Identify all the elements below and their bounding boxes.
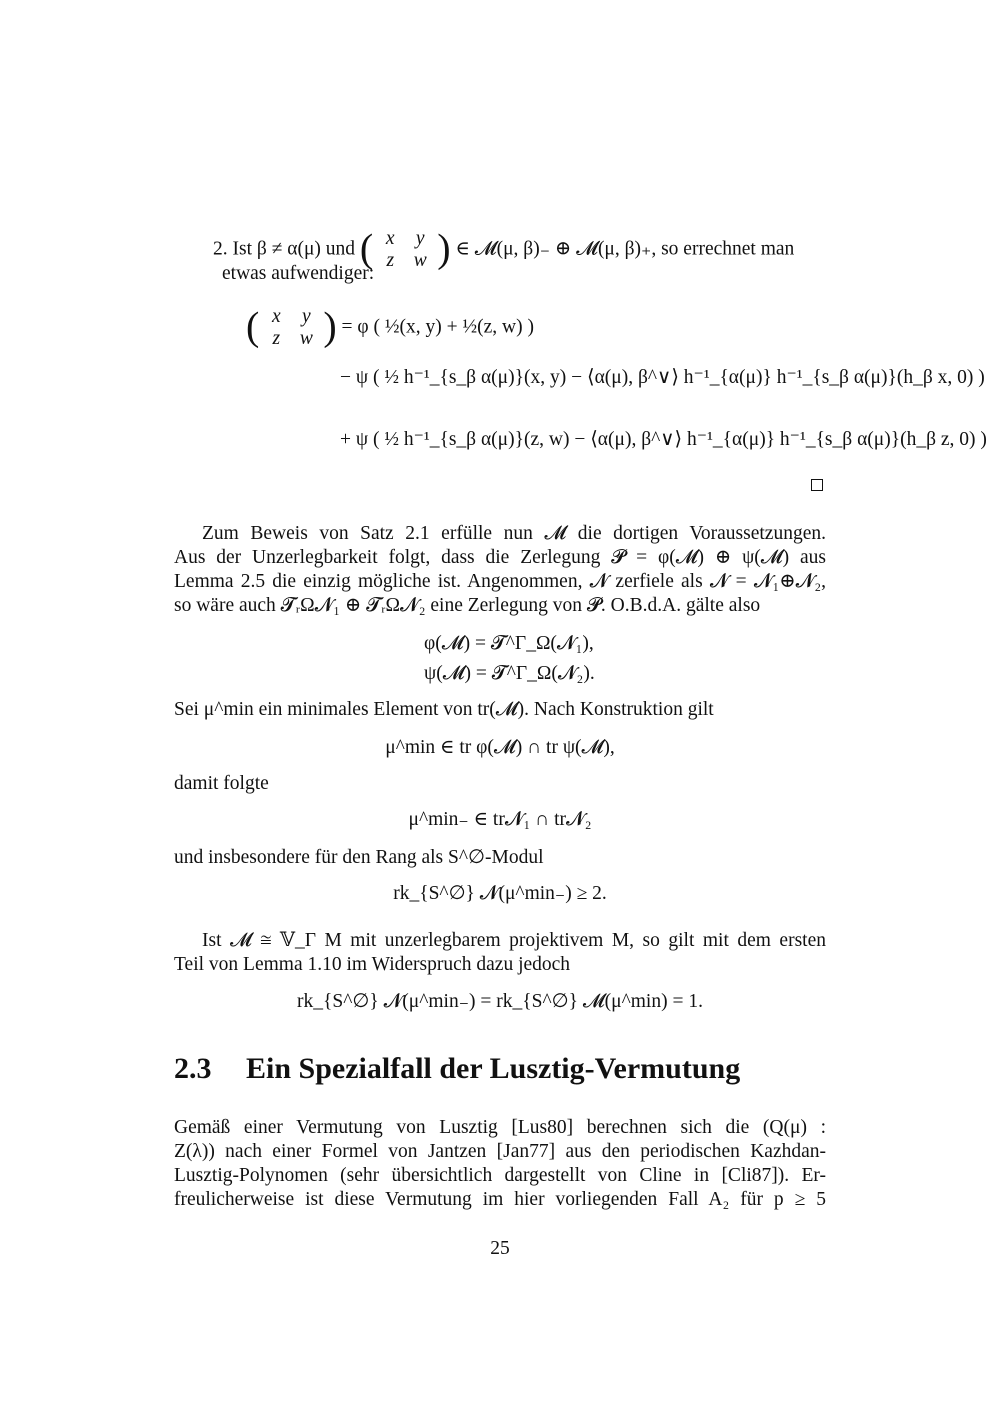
item2-number: 2.: [213, 238, 228, 260]
equation-rank-2: rk_{S^∅} 𝓝(μ^min₋) = rk_{S^∅} 𝓜(μ^min) = 1.: [297, 991, 703, 1012]
qed-square: [811, 479, 823, 491]
para3-line-1: Gemäß einer Vermutung von Lusztig [Lus80] berechnen sich die (Q(μ) :: [174, 1117, 826, 1138]
equation-1-rhs: = φ ( ½(x, y) + ½(z, w) ): [341, 316, 534, 338]
para1-line-1: Zum Beweis von Satz 2.1 erfülle nun 𝓜 die dortigen Voraussetzungen.: [202, 523, 826, 544]
equation-3: + ψ ( ½ h⁻¹_{s_β α(μ)}(z, w) − ⟨α(μ), β^∨⟩ h⁻¹_{α(μ)} h⁻¹_{s_β α(μ)}(h_β z, 0) ): [340, 429, 987, 450]
matrix-open-paren: (: [359, 225, 374, 271]
damit-line: damit folgte: [174, 773, 269, 794]
item2-intro-a: Ist β ≠ α(μ) und: [232, 238, 356, 260]
equation-1-matrix: x y z w: [272, 306, 313, 349]
equation-mu-minus: μ^min₋ ∈ tr𝓝₁ ∩ tr𝓝₂: [408, 809, 592, 830]
para1-line-3: Lemma 2.5 die einzig mögliche ist. Angenommen, 𝓝 zerfiele als 𝓝 = 𝓝₁⊕𝓝₂,: [174, 571, 826, 592]
para2-line-1: Ist 𝓜 ≅ 𝕍_Γ M mit unzerlegbarem projektivem M, so gilt mit dem ersten: [202, 930, 826, 951]
para3-line-2: Z(λ)) nach einer Formel von Jantzen [Jan77] aus den periodischen Kazhdan-: [174, 1141, 826, 1162]
equation-2: − ψ ( ½ h⁻¹_{s_β α(μ)}(x, y) − ⟨α(μ), β^∨⟩ h⁻¹_{α(μ)} h⁻¹_{s_β α(μ)}(h_β x, 0) ): [340, 367, 985, 388]
para2-line-2: Teil von Lemma 1.10 im Widerspruch dazu jedoch: [174, 954, 571, 975]
sei-line: Sei μ^min ein minimales Element von tr(𝓜). Nach Konstruktion gilt: [174, 699, 714, 720]
para1-line-2: Aus der Unzerlegbarkeit folgt, dass die Zerlegung 𝓟 = φ(𝓜) ⊕ ψ(𝓜) aus: [174, 547, 826, 568]
item2-second-line: etwas aufwendiger:: [222, 263, 375, 284]
rang-line: und insbesondere für den Rang als S^∅-Modul: [174, 847, 544, 868]
item2-intro-b: ∈ 𝓜(μ, β)₋ ⊕ 𝓜(μ, β)₊, so errechnet man: [455, 238, 795, 260]
equation-phi: φ(𝓜) = 𝓣^Γ_Ω(𝓝₁),: [424, 633, 594, 654]
page-number: 25: [490, 1238, 510, 1259]
para1-line-4: so wäre auch 𝓣ᵣΩ𝓝₁ ⊕ 𝓣ᵣΩ𝓝₂ eine Zerlegung von 𝓟. O.B.d.A. gälte also: [174, 595, 761, 616]
equation-mu: μ^min ∈ tr φ(𝓜) ∩ tr ψ(𝓜),: [385, 737, 615, 758]
matrix-close-paren: ): [437, 225, 451, 271]
equation-psi: ψ(𝓜) = 𝓣^Γ_Ω(𝓝₂).: [424, 663, 595, 684]
item2-matrix: x y z w: [385, 228, 427, 271]
para3-line-3: Lusztig-Polynomen (sehr übersichtlich dargestellt von Cline in [Cli87]). Er-: [174, 1165, 826, 1186]
section-number: 2.3: [174, 1052, 212, 1085]
para3-line-4: freulicherweise ist diese Vermutung im hier vorliegenden Fall A₂ für p ≥ 5: [174, 1189, 826, 1210]
equation-1: ( x y z w ) = φ ( ½(x, y) + ½(z, w) ): [246, 303, 534, 349]
section-title: Ein Spezialfall der Lusztig-Vermutung: [246, 1052, 741, 1085]
equation-rank: rk_{S^∅} 𝓝(μ^min₋) ≥ 2.: [393, 883, 607, 904]
section-heading: [174, 1052, 740, 1086]
